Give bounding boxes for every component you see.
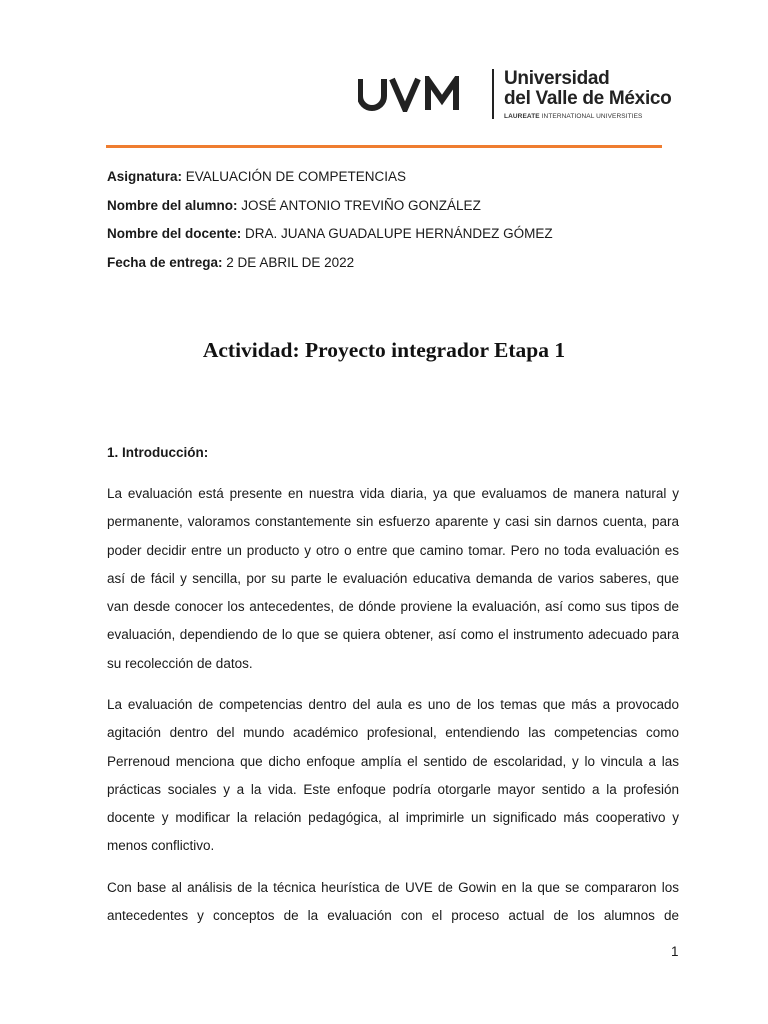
- paragraph-3: Con base al análisis de la técnica heurística de UVE de Gowin en la que se compararon los antecedentes y conceptos de la evaluación con el proceso actual de los alumnos de: [107, 880, 679, 924]
- fecha-value: 2 DE ABRIL DE 2022: [222, 255, 355, 270]
- page-number: 1: [671, 944, 679, 959]
- meta-docente: [107, 225, 553, 243]
- uvm-logo: [358, 66, 672, 122]
- meta-asignatura: [107, 168, 406, 186]
- logo-divider: [492, 69, 494, 119]
- logo-university-line2: del Valle de México: [504, 87, 672, 109]
- header-rule: [106, 145, 662, 148]
- logo-university-line1: Universidad: [504, 67, 610, 89]
- asignatura-value: EVALUACIÓN DE COMPETENCIAS: [182, 169, 407, 184]
- fecha-label: Fecha de entrega:: [107, 255, 223, 270]
- uvm-logo-mark: [358, 76, 482, 112]
- paragraph-2: La evaluación de competencias dentro del aula es uno de los temas que más a provocado agitación dentro del mundo académico profesional, entendiendo las competencias como Perrenoud menciona que dicho enfoque amplía el sentido de escolaridad, y lo vincula a las prácticas sociales y a la vida. Este enfoque podría otorgarle mayor sentido a la profesión docente y modificar la relación pedagógica, al imprimirle un significado más cooperativo y menos conflictivo.: [107, 697, 679, 854]
- section-heading: 1. Introducción:: [107, 445, 209, 460]
- alumno-value: JOSÉ ANTONIO TREVIÑO GONZÁLEZ: [237, 198, 481, 213]
- logo-mark-text: UVM: [358, 76, 361, 77]
- paragraph-1: La evaluación está presente en nuestra vida diaria, ya que evaluamos de manera natural y permanente, valoramos constantemente sin esfuerzo aparente y casi sin darnos cuenta, para poder decidir entre un producto y otro o entre que camino tomar. Pero no toda evaluación es así de fácil y sencilla, por su parte le evaluación educativa demanda de varios saberes, que van desde conocer los antecedentes, de dónde proviene la evaluación, así como sus tipos de evaluación, dependiendo de lo que se quiera obtener, así como el instrumento adecuado para su recolección de datos.: [107, 486, 679, 671]
- meta-alumno: [107, 197, 481, 215]
- laureate-bold: LAUREATE: [504, 112, 540, 120]
- logo-text: [504, 69, 672, 120]
- laureate-rest: INTERNATIONAL UNIVERSITIES: [539, 112, 643, 120]
- document-title: Actividad: Proyecto integrador Etapa 1: [202, 338, 566, 362]
- docente-value: DRA. JUANA GUADALUPE HERNÁNDEZ GÓMEZ: [241, 226, 553, 241]
- alumno-label: Nombre del alumno:: [107, 198, 238, 213]
- logo-laureate-line: [504, 113, 672, 120]
- docente-label: Nombre del docente:: [107, 226, 242, 241]
- asignatura-label: Asignatura:: [107, 169, 183, 184]
- meta-fecha: [107, 254, 354, 272]
